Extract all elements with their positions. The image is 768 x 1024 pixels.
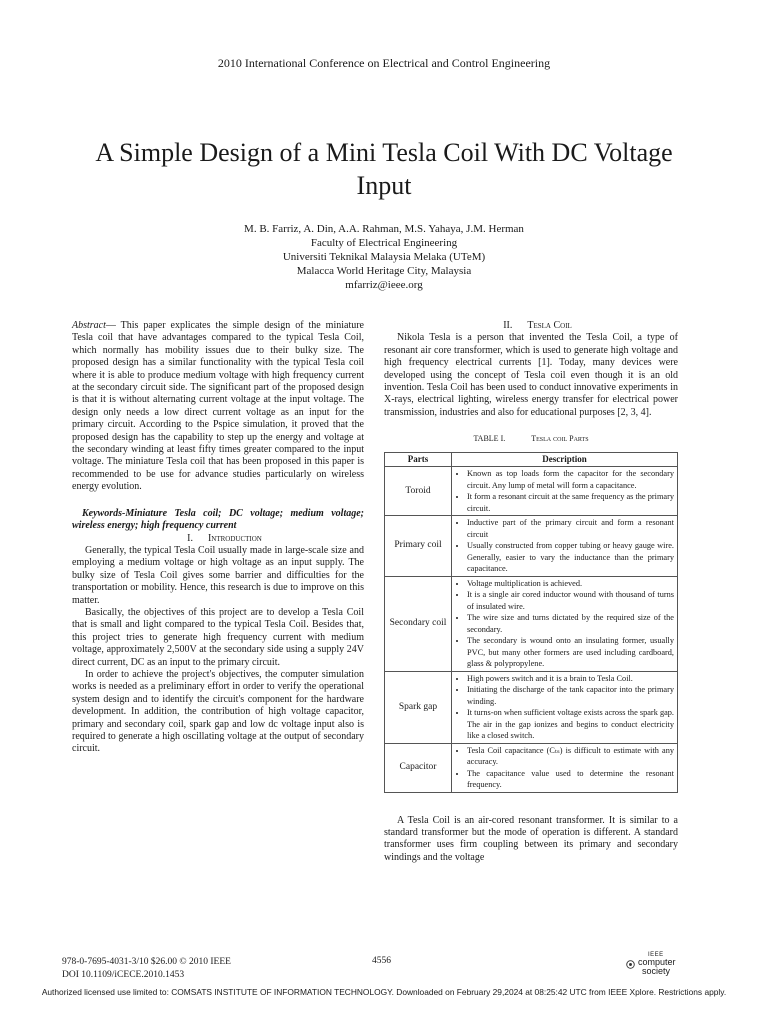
tesla-paragraph: A Tesla Coil is an air-cored resonant transformer. It is similar to a standard transformer but the mode of operation is different. A standard transformer uses firm coupling between its primary and secondary windings and the voltage (384, 814, 678, 863)
description-item: • High powers switch and it is a brain to Tesla Coil. (467, 673, 674, 685)
intro-paragraph: In order to achieve the project's objectives, the computer simulation works is needed as a preliminary effort in order to verify the operational system design and to identify the circuit's component for the hardware development. In addition, the contribution of high voltage capacitor, primary and secondary coil, spark gap and low dc voltage input also is required to generate a high oscillating voltage at the output of secondary circuit. (72, 668, 364, 755)
footer-isbn: 978-0-7695-4031-3/10 $26.00 © 2010 IEEE (62, 957, 231, 967)
table-row (385, 671, 678, 743)
description-item: • The secondary is wound onto an insulating former, usually PVC, but many other formers are used including cardboard, glass & polypropylene. (467, 635, 674, 670)
section-number: I. (187, 532, 193, 544)
table-row (385, 576, 678, 671)
right-column (384, 320, 678, 864)
part-description (452, 671, 678, 743)
author-names: M. B. Farriz, A. Din, A.A. Rahman, M.S. Yahaya, J.M. Herman (244, 223, 524, 235)
logo-ieee-text: IEEE (648, 952, 664, 958)
tesla-parts-table (384, 452, 678, 793)
description-item: • Known as top loads form the capacitor for the secondary circuit. Any lump of metal will form a capacitance. (467, 468, 674, 491)
authorization-notice: Authorized licensed use limited to: COMSATS INSTITUTE OF INFORMATION TECHNOLOGY. Downloaded on February 29,2024 at 08:25:42 UTC from IEEE Xplore. Restrictions apply. (41, 987, 727, 997)
part-description (452, 467, 678, 516)
description-item: • It is a single air cored inductor wound with thousand of turns of insulated wire. (467, 589, 674, 612)
description-item: • Inductive part of the primary circuit and form a resonant circuit (467, 517, 674, 540)
table-caption (384, 433, 678, 445)
logo-society-word: society (642, 966, 671, 976)
part-description (452, 516, 678, 577)
part-description (452, 743, 678, 792)
description-item: • The wire size and turns dictated by the required size of the secondary. (467, 612, 674, 635)
abstract-dash: — (105, 320, 121, 331)
left-column (72, 320, 364, 756)
section-title: Introduction (207, 532, 262, 544)
author-faculty: Faculty of Electrical Engineering (310, 237, 458, 249)
table-caption-number: TABLE I. (473, 434, 506, 444)
table-header-description: Description (452, 452, 678, 467)
description-item: • It form a resonant circuit at the same frequency as the primary circuit. (467, 491, 674, 514)
ieee-computer-society-logo (626, 952, 696, 980)
tesla-paragraph: Nikola Tesla is a person that invented the Tesla Coil, a type of resonant air core transformer, which is used to generate high voltage and high frequency electrical currents [1]. Today, many devices were developed using the concept of Tesla coil even though it is an old invention. Tesla Coil has been used to conduct innovative experiments in X-rays, electrical lighting, wireless energy transfer for electrical power transmission, industries and also for educational purposes [2, 3, 4]. (384, 332, 678, 418)
paper-title: A Simple Design of a Mini Tesla Coil With DC Voltage Input (95, 138, 673, 200)
author-city: Malacca World Heritage City, Malaysia (296, 265, 472, 277)
conference-name: 2010 International Conference on Electrical and Control Engineering (217, 56, 551, 70)
author-block (0, 222, 768, 292)
author-university: Universiti Teknikal Malaysia Melaka (UTeM) (282, 251, 486, 263)
intro-paragraph: Basically, the objectives of this project are to develop a Tesla Coil that is small and light compared to the typical Tesla Coil. Besides that, this project tries to generate high frequency current with medium voltage, approximately 2,500V at the secondary side using a supply 24V direct current, DC as an input to the primary circuit. (72, 606, 364, 668)
logo-computer-society-text (638, 958, 676, 976)
part-name: Toroid (385, 467, 452, 516)
description-item: • It turns-on when sufficient voltage exists across the spark gap. The air in the gap ionizes and begins to conduct electricity like a closed switch. (467, 707, 674, 742)
abstract (72, 320, 364, 494)
table-row (385, 743, 678, 792)
table-caption-title: Tesla coil Parts (531, 434, 589, 444)
part-name: Secondary coil (385, 576, 452, 671)
logo-computer-word: computer (638, 957, 676, 967)
table-header-parts: Parts (385, 452, 452, 467)
page-number: 4556 (372, 956, 391, 966)
part-description (452, 576, 678, 671)
author-email[interactable]: mfarriz@ieee.org (345, 279, 423, 291)
description-item: • Initiating the discharge of the tank capacitor into the primary winding. (467, 684, 674, 707)
part-name: Primary coil (385, 516, 452, 577)
abstract-label: Abstract (72, 320, 106, 331)
part-name: Spark gap (385, 671, 452, 743)
section-title: Tesla Coil (527, 320, 572, 331)
footer-doi[interactable]: DOI 10.1109/iCECE.2010.1453 (62, 970, 185, 980)
computer-society-mark-icon (626, 960, 635, 969)
description-item: • The capacitance value used to determine the resonant frequency. (467, 768, 674, 791)
section-heading-introduction (72, 533, 364, 545)
description-item: • Usually constructed from copper tubing or heavy gauge wire. Generally, easier to vary the inductance than the primary capacitance. (467, 540, 674, 575)
part-name: Capacitor (385, 743, 452, 792)
description-item: • Tesla Coil capacitance (Cₜₛ) is difficult to estimate with any accuracy. (467, 745, 674, 768)
intro-paragraph: Generally, the typical Tesla Coil usually made in large-scale size and employing a medium voltage or high voltage as an input supply. The bulky size of Tesla Coil gives some barrier and difficulties for the transportation or mobility. Hence, this research is due to improve on this matter. (72, 544, 364, 606)
section-number: II. (503, 320, 513, 331)
section-heading-tesla-coil (384, 320, 678, 332)
description-item: • Voltage multiplication is achieved. (467, 578, 674, 590)
abstract-text: This paper explicates the simple design of the miniature Tesla coil that have advantages compared to the typical Tesla Coil, which normally has mobility issues due to their bulky size. The proposed design has a similar functionality with the typical Tesla coil where it is able to produce medium voltage with high frequency current at the secondary circuit side. The significant part of the proposed design is that it is without alternating current voltage at the input voltage. The design only needs a low direct current voltage as an input for the primary circuit. According to the Pspice simulation, it proved that the proposed design has the capability to step up the energy and voltage at the secondary winding at least fifty times greater compared to the input voltage. The miniature Tesla coil that has been proposed in this paper is recommended to be use for advance studies particularly on wireless energy evolution. (72, 320, 364, 493)
table-row (385, 516, 678, 577)
footer-publication-info (62, 956, 231, 982)
keywords: Keywords-Miniature Tesla coil; DC voltage; medium voltage; wireless energy; high frequency current (72, 507, 364, 532)
table-row (385, 467, 678, 516)
table-header-row (385, 452, 678, 467)
